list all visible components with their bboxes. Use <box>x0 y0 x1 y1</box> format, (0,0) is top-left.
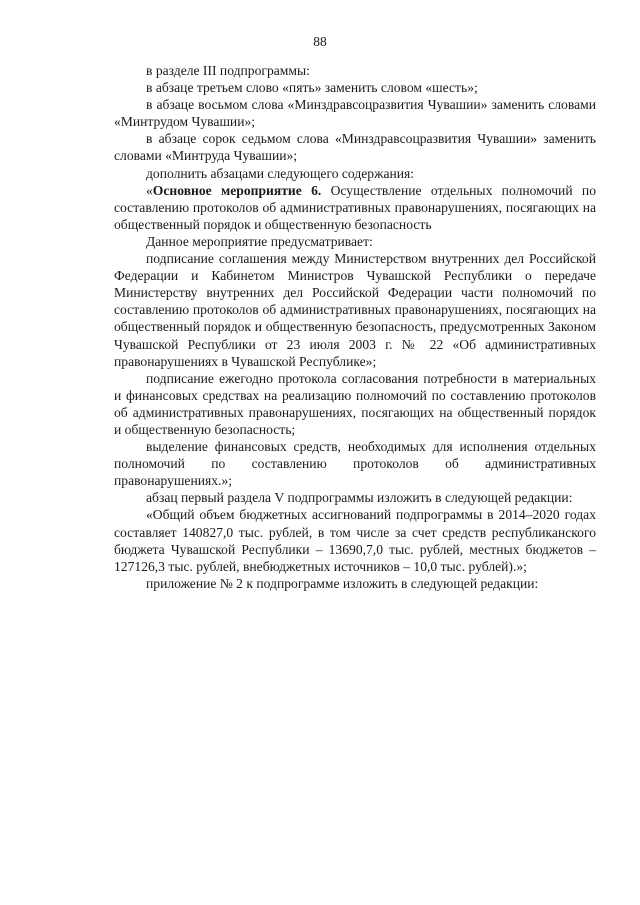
paragraph: в разделе III подпрограммы: <box>146 63 310 78</box>
activity-description: Осуществление отдельных полномочий по составлению протоколов об административных правонарушениях, посягающих на общественный порядок и общественную безопасность <box>114 182 596 232</box>
paragraph: «Общий объем бюджетных ассигнований подпрограммы в 2014–2020 годах составляет 140827,0 тыс. рублей, в том числе за счет средств республиканского бюджета Чувашской Республики – 13690,7,0 тыс. рублей, местных бюджетов – 127126,3 тыс. рублей, внебюджетных источников – 10,0 тыс. рублей).»; <box>114 507 596 574</box>
paragraph: дополнить абзацами следующего содержания: <box>146 165 415 181</box>
paragraph: в абзаце сорок седьмом слова «Минздравсоцразвития Чувашии» заменить словами «Минтруда Чувашии»; <box>114 131 596 164</box>
page-number: 88 <box>313 34 327 49</box>
paragraph: подписание соглашения между Министерством внутренних дел Российской Федерации и Кабинетом Министров Чувашской Республики о передаче Министерству внутренних дел Российской Федерации части полномочий по составлению протоколов об административных правонарушениях, посягающих на общественный порядок и общественную безопасность, предусмотренных Законом Чувашской Республики от 23 июля 2003 г. № 22 «Об административных правонарушениях в Чувашской Республике»; <box>114 251 596 369</box>
paragraph: абзац первый раздела V подпрограммы изложить в следующей редакции: <box>146 490 573 506</box>
paragraph: в абзаце третьем слово «пять» заменить словом «шесть»; <box>146 80 478 96</box>
paragraph-main-activity <box>114 182 596 233</box>
document-body <box>114 62 596 592</box>
activity-heading: Основное мероприятие 6. <box>152 182 322 198</box>
paragraph: Данное мероприятие предусматривает: <box>146 233 373 249</box>
paragraph: приложение № 2 к подпрограмме изложить в следующей редакции: <box>146 575 539 591</box>
open-quote: « <box>146 182 153 198</box>
paragraph: подписание ежегодно протокола согласования потребности в материальных и финансовых средствах на реализацию полномочий по составлению протоколов об административных правонарушениях, посягающих на общественный порядок и общественную безопасность; <box>114 370 596 437</box>
paragraph: выделение финансовых средств, необходимых для исполнения отдельных полномочий по составлению протоколов об административных правонарушениях.»; <box>114 439 596 489</box>
paragraph: в абзаце восьмом слова «Минздравсоцразвития Чувашии» заменить словами «Минтрудом Чувашии»; <box>114 97 596 130</box>
